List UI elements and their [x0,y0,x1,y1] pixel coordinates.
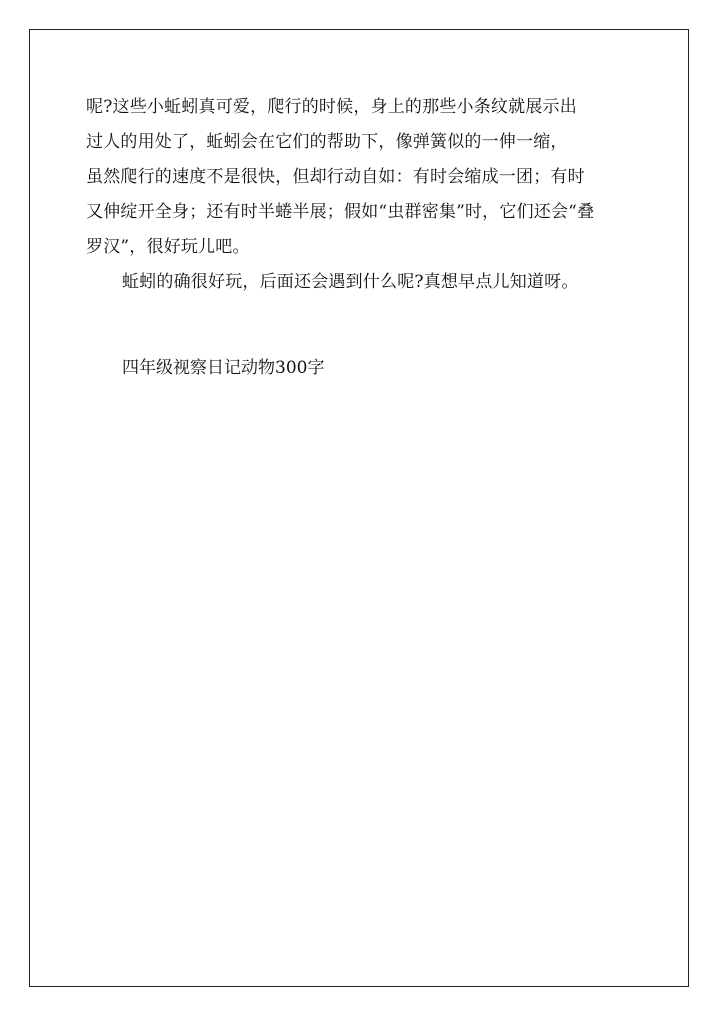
paragraph-1-line-3: 虽然爬行的速度不是很快，但却行动自如：有时会缩成一团；有时 [86,167,585,187]
paragraph-1-line-4: 又伸绽开全身；还有时半蜷半展；假如“虫群密集”时，它们还会“叠 [86,202,595,222]
essay-heading: 四年级视察日记动物300字 [122,358,325,378]
paragraph-2: 蚯蚓的确很好玩，后面还会遇到什么呢?真想早点儿知道呀。 [122,272,579,292]
paragraph-1-line-1: 呢?这些小蚯蚓真可爱，爬行的时候，身上的那些小条纹就展示出 [86,97,577,117]
article-body [86,90,646,300]
paragraph-1-line-2: 过人的用处了，蚯蚓会在它们的帮助下，像弹簧似的一伸一缩， [86,132,568,152]
paragraph-1-line-5: 罗汉”，很好玩儿吧。 [86,237,250,257]
